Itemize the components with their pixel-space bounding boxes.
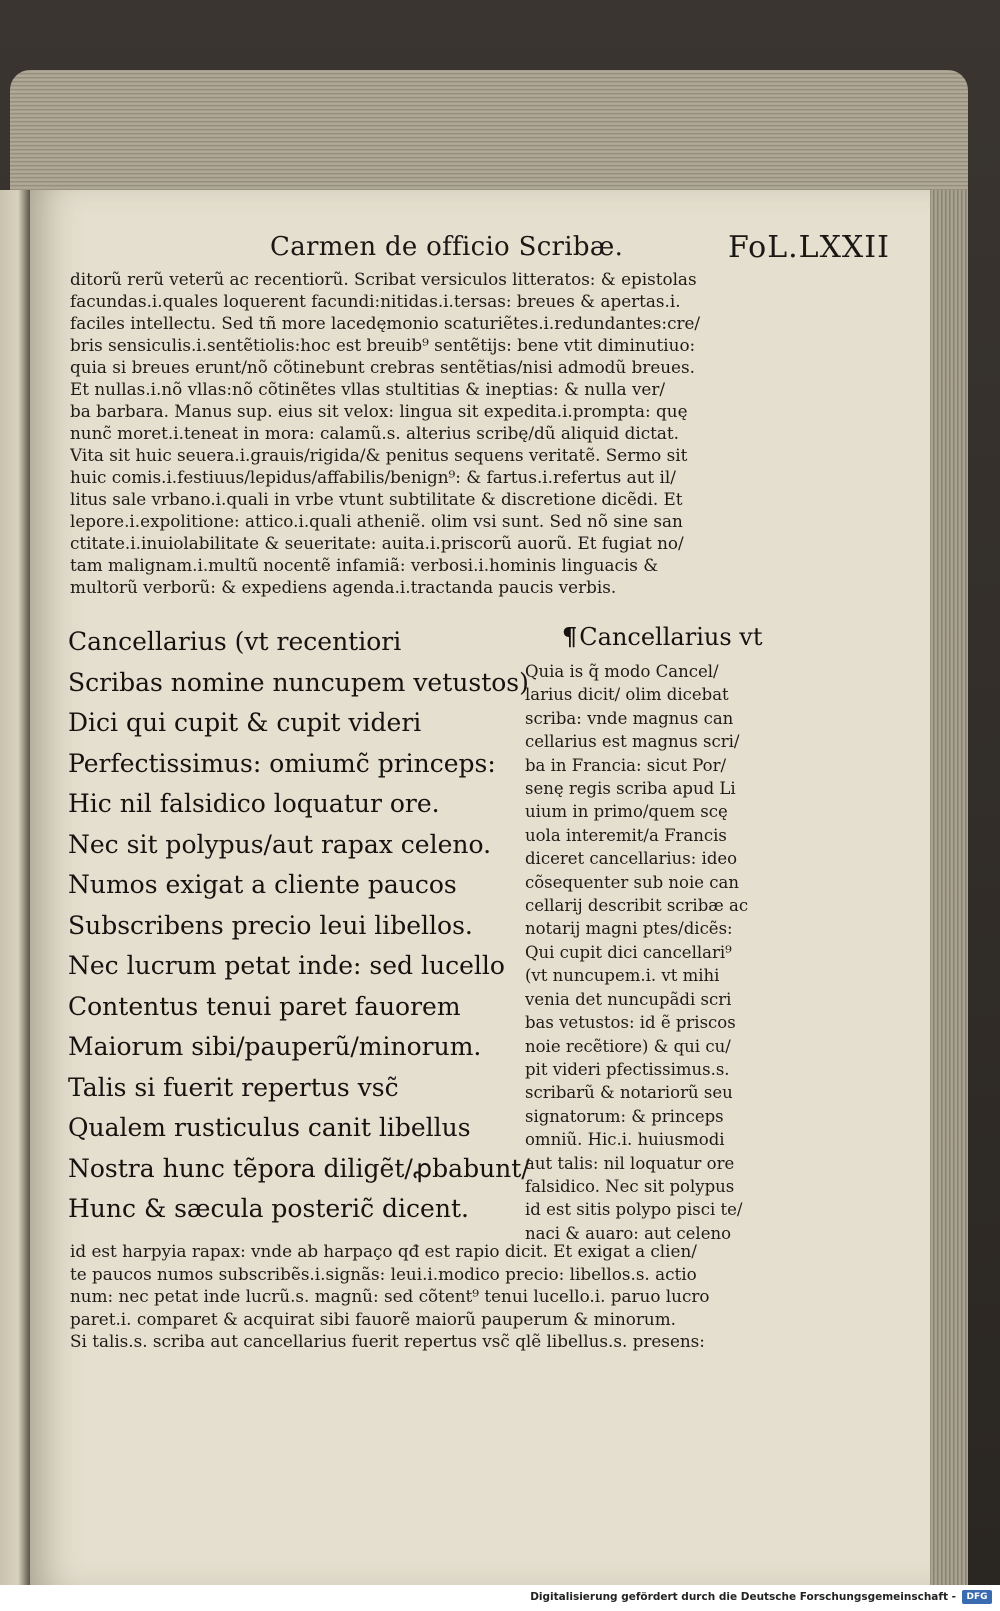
top-commentary (70, 268, 810, 598)
commentary-line: huic comis.i.festiuus/lepidus/affabilis/benign⁹: & fartus.i.refertus aut il/ (70, 467, 676, 487)
gloss-line: uola interemit/a Francis (525, 825, 727, 845)
commentary-line: faciles intellectu. Sed tñ more lacedęmonio scaturiẽtes.i.redundantes:cre/ (70, 313, 701, 333)
gloss-line: falsidico. Nec sit polypus (525, 1176, 735, 1196)
commentary-line: litus sale vrbano.i.quali in vrbe vtunt subtilitate & discretione dicẽdi. Et (70, 489, 683, 509)
dfg-logo-icon: DFG (962, 1590, 992, 1604)
gloss-line: id est sitis polypo pisci te/ (525, 1200, 743, 1220)
folio-number: FoL.LXXII (727, 230, 890, 265)
verse-line: Numos exigat a cliente paucos (68, 870, 457, 899)
gloss-line: larius dicit/ olim dicebat (525, 685, 729, 705)
gloss-line: cõsequenter sub noie can (525, 872, 739, 892)
verse-line: Maiorum sibi/pauperũ/minorum. (68, 1032, 482, 1061)
digitization-credit: Digitalisierung gefördert durch die Deutsche Forschungsgemeinschaft - (530, 1591, 956, 1603)
gloss-line: uium in primo/quem scę (525, 802, 728, 822)
gloss-heading-text: Cancellarius vt (579, 623, 763, 651)
book-page (30, 190, 930, 1585)
gloss-line: scriba: vnde magnus can (525, 708, 734, 728)
verse-line: Nec sit polypus/aut rapax celeno. (68, 829, 492, 859)
pilcrow-icon: ¶ (562, 622, 578, 651)
footer-bar (0, 1585, 1000, 1611)
gloss-line: naci & auaro: aut celeno (525, 1223, 732, 1243)
verse-line: Perfectissimus: omiumc̃ princeps: (68, 748, 496, 778)
gloss-line: venia det nuncupãdi scri (525, 989, 732, 1009)
gloss-line: cellarius est magnus scri/ (525, 732, 740, 752)
gloss-heading (562, 622, 762, 651)
verse-line: Contentus tenui paret fauorem (68, 991, 461, 1021)
commentary-line: ditorũ rerũ veterũ ac recentiorũ. Scribat versiculos litteratos: & epistolas (70, 269, 697, 289)
page-header (230, 232, 890, 272)
commentary-line: nunc̃ moret.i.teneat in mora: calamũ.s. alterius scribę/dũ aliquid dictat. (70, 423, 679, 443)
gloss-line: (vt nuncupem.i. vt mihi (525, 966, 720, 986)
gloss-line: ba in Francia: sicut Por/ (525, 755, 727, 775)
commentary-line: multorũ verborũ: & expediens agenda.i.tractanda paucis verbis. (70, 577, 617, 597)
gloss-line: aut talis: nil loquatur ore (525, 1153, 735, 1173)
commentary-line: Et nullas.i.nõ vllas:nõ cõtinẽtes vllas stultitias & ineptias: & nulla ver/ (70, 379, 666, 399)
commentary-line: id est harpyia rapax: vnde ab harpaço qđ est rapio dicit. Et exigat a clien/ (70, 1241, 697, 1261)
running-title: Carmen de officio Scribæ. (270, 232, 624, 262)
commentary-line: bris sensiculis.i.sentẽtiolis:hoc est breuib⁹ sentẽtijs: bene vtit diminutiuo: (70, 335, 696, 355)
side-gloss (525, 660, 775, 1245)
verse-line: Talis si fuerit repertus vsc̃ (68, 1072, 399, 1102)
verse-block (68, 622, 538, 1230)
commentary-line: quia si breues erunt/nõ cõtinebunt crebras sentẽtias/nisi admodũ breues. (70, 357, 695, 377)
commentary-line: ba barbara. Manus sup. eius sit velox: lingua sit expedita.i.prompta: quę (70, 401, 688, 421)
commentary-line: ctitate.i.inuiolabilitate & seueritate: auita.i.priscorũ auorũ. Et fugiat no/ (70, 533, 684, 553)
verse-line: Scribas nomine nuncupem vetustos) (68, 667, 529, 697)
verse-line: Hic nil falsidico loquatur ore. (68, 789, 440, 818)
gloss-line: signatorum: & princeps (525, 1106, 724, 1126)
gloss-line: Qui cupit dici cancellari⁹ (525, 942, 732, 962)
commentary-line: paret.i. comparet & acquirat sibi fauorẽ maiorũ pauperum & minorum. (70, 1308, 676, 1329)
gloss-line: omniũ. Hic.i. huiusmodi (525, 1130, 725, 1150)
commentary-line: lepore.i.expolitione: attico.i.quali atheniẽ. olim vsi sunt. Sed nõ sine san (70, 511, 683, 531)
gloss-line: pit videri pfectissimus.s. (525, 1059, 730, 1079)
bottom-commentary (70, 1240, 810, 1353)
commentary-line: facundas.i.quales loquerent facundi:nitidas.i.tersas: breues & apertas.i. (70, 291, 681, 311)
facing-page-sliver (0, 190, 30, 1585)
verse-line: Qualem rusticulus canit libellus (68, 1113, 471, 1142)
verse-line: Hunc & sæcula posteric̃ dicent. (68, 1194, 469, 1223)
commentary-line: Vita sit huic seuera.i.grauis/rigida/& penitus sequens veritatẽ. Sermo sit (70, 445, 688, 465)
gloss-line: Quia is q̃ modo Cancel/ (525, 662, 719, 681)
verse-line: Subscribens precio leui libellos. (68, 910, 473, 940)
verse-line: Nostra hunc tẽpora diligẽt/ꝓbabunt/ (68, 1153, 530, 1183)
verse-line: Nec lucrum petat inde: sed lucello (68, 951, 505, 980)
commentary-line: num: nec petat inde lucrũ.s. magnũ: sed cõtent⁹ tenui lucello.i. paruo lucro (70, 1286, 710, 1307)
book-fore-edge (930, 190, 968, 1585)
commentary-line: tam malignam.i.multũ nocentẽ infamiã: verbosi.i.hominis linguacis & (70, 555, 659, 575)
commentary-line: te paucos numos subscribẽs.i.signãs: leui.i.modico precio: libellos.s. actio (70, 1263, 697, 1284)
gloss-line: bas vetustos: id ẽ priscos (525, 1013, 736, 1033)
verse-line: Cancellarius (vt recentiori (68, 627, 402, 656)
verse-line: Dici qui cupit & cupit videri (68, 708, 422, 737)
gloss-line: cellarij describit scribæ ac (525, 896, 749, 916)
gloss-line: senę regis scriba apud Li (525, 779, 736, 799)
gloss-line: diceret cancellarius: ideo (525, 849, 738, 869)
gloss-line: notarij magni ptes/dicẽs: (525, 919, 733, 939)
book-top-edges (10, 70, 968, 190)
gloss-line: scribarũ & notariorũ seu (525, 1083, 733, 1103)
gloss-line: noie recẽtiore) & qui cu/ (525, 1036, 731, 1056)
commentary-line: Si talis.s. scriba aut cancellarius fuerit repertus vsc̃ qlẽ libellus.s. presens: (70, 1331, 705, 1352)
